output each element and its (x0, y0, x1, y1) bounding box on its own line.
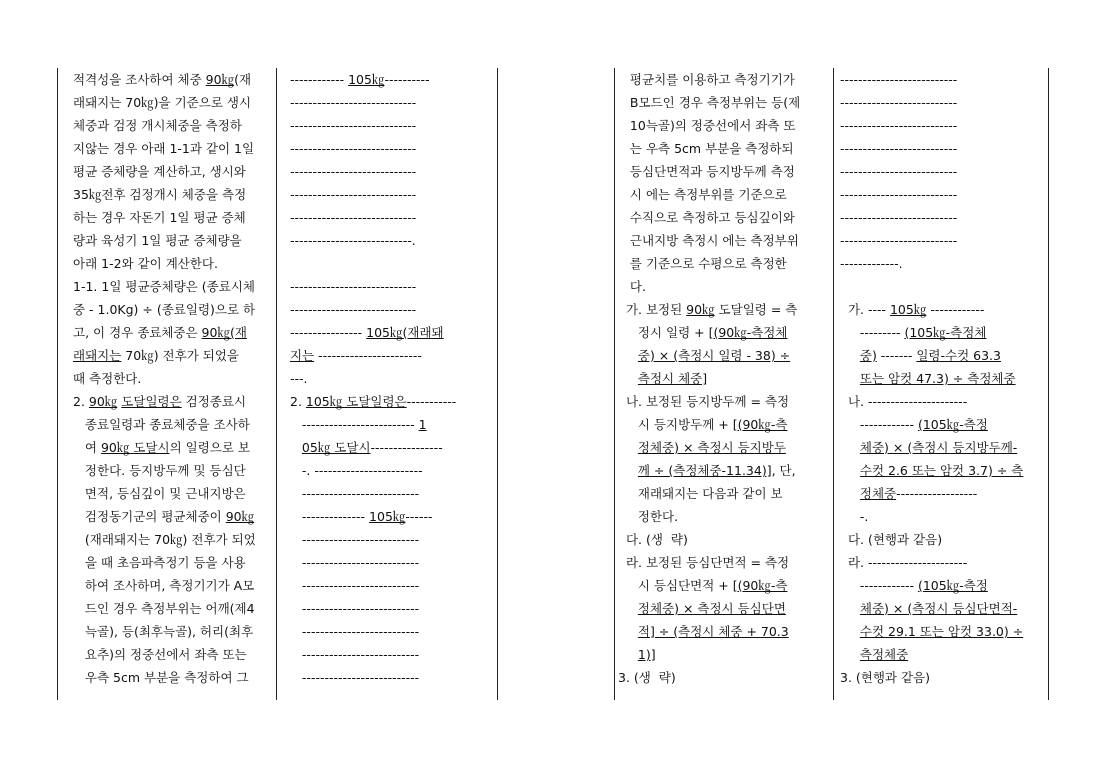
underlined-text: 90㎏ (686, 302, 715, 317)
text-line (73, 367, 141, 390)
text-line (290, 666, 419, 689)
text-line (290, 597, 419, 620)
text-line (840, 321, 986, 344)
underlined-text: 일령-수컷 63.3 (916, 348, 1001, 363)
text-line (618, 459, 796, 482)
text-line (840, 137, 957, 160)
underlined-text: 1 (418, 417, 427, 432)
text-line (73, 344, 239, 367)
text-segment (618, 624, 638, 639)
text-line (618, 160, 795, 183)
text-line (840, 597, 1017, 620)
text-line (73, 413, 250, 436)
text-segment: 중 - 1.0Kg) ÷ (종료일령)으로 하 (73, 302, 256, 317)
text-segment: 10늑골)의 정중선에서 좌측 또 (618, 118, 796, 133)
text-segment (840, 624, 860, 639)
text-segment: 여 (73, 440, 101, 455)
text-line (618, 183, 787, 206)
text-segment: 3. (현행과 같음) (840, 670, 931, 685)
text-segment: ------ (405, 509, 433, 524)
text-segment (618, 371, 638, 386)
text-segment: -------------------------- (290, 624, 420, 639)
text-segment: 를 기준으로 수평으로 측정한 (618, 256, 787, 271)
text-line (618, 137, 794, 160)
text-segment: -------------------------- (840, 164, 958, 179)
text-segment: 지않는 경우 아래 1-1과 같이 1일 (73, 141, 255, 156)
right-table-left-border (614, 68, 615, 700)
text-line (840, 344, 1001, 367)
text-segment: -------------------------- (290, 670, 420, 685)
underlined-text: 90㎏ (205, 72, 235, 87)
text-line (290, 413, 427, 436)
text-line (840, 620, 1023, 643)
text-line (618, 528, 688, 551)
text-segment: 가. 보정된 (618, 302, 687, 317)
text-segment: 시 에는 측정부위를 기준으로 (618, 187, 787, 202)
text-line (618, 620, 789, 643)
text-line (73, 482, 246, 505)
text-segment: ---------------------------- (290, 95, 417, 110)
text-line (618, 298, 797, 321)
text-line (618, 390, 789, 413)
text-segment (840, 348, 860, 363)
text-line (840, 206, 957, 229)
underlined-text: 수컷 2.6 또는 암컷 3.7) ÷ 측 (859, 463, 1024, 478)
text-line (618, 643, 656, 666)
text-segment: ------------ (840, 417, 918, 432)
text-line (618, 505, 678, 528)
text-segment: 라. 보정된 등심단면적 = 측정 (618, 555, 790, 570)
text-segment (840, 601, 860, 616)
text-segment: 재래돼지는 다음과 같이 보 (618, 486, 783, 501)
text-segment: 수직으로 측정하고 등심깊이와 (618, 210, 795, 225)
text-segment (290, 440, 302, 455)
text-segment (618, 463, 638, 478)
text-segment: ------- (876, 348, 917, 363)
text-segment: -------------------------- (290, 555, 420, 570)
text-line (840, 229, 957, 252)
text-line (618, 436, 786, 459)
text-segment: 적격성을 조사하여 체중 (73, 72, 206, 87)
text-segment: -------------. (840, 256, 903, 271)
text-segment: 때 측정한다. (73, 371, 142, 386)
text-segment: 라. ---------------------- (840, 555, 968, 570)
text-segment: 체중과 검정 개시체중을 측정하 (73, 118, 242, 133)
text-segment: 는 우측 5cm 부분을 측정하되 (618, 141, 794, 156)
text-line (290, 367, 308, 390)
underlined-text: 정체중) × 측정시 등심단면 (637, 601, 786, 616)
text-segment: -------------------------- (290, 532, 420, 547)
text-line (618, 597, 786, 620)
text-segment: 종료일령과 종료체중을 조사하 (73, 417, 250, 432)
text-segment: 면적, 등심깊이 및 근내지방은 (73, 486, 246, 501)
text-line (840, 482, 977, 505)
text-line (290, 436, 443, 459)
text-segment: ------------ (926, 302, 985, 317)
text-segment: ---------------------------- (290, 141, 417, 156)
underlined-text: 수컷 29.1 또는 암컷 33.0) ÷ (859, 624, 1024, 639)
underlined-text: 1)] (637, 647, 656, 662)
text-segment (840, 371, 860, 386)
text-line (73, 459, 246, 482)
text-line (73, 91, 251, 114)
text-line (840, 413, 988, 436)
right-column-divider (833, 68, 834, 700)
text-line (73, 160, 246, 183)
underlined-text: 정체중 (859, 486, 897, 501)
text-line (618, 68, 795, 91)
underlined-text: 정체중) × 측정시 등지방두 (637, 440, 786, 455)
text-line (73, 528, 256, 551)
underlined-text: [(90㎏-측 (732, 578, 788, 593)
text-line (290, 114, 416, 137)
text-line (290, 551, 419, 574)
text-segment (618, 601, 638, 616)
text-segment: 등심단면적과 등지방두께 측정 (618, 164, 795, 179)
text-segment: 정한다. 등지방두께 및 등심단 (73, 463, 246, 478)
text-segment: ---------------------------. (290, 233, 416, 248)
text-line (73, 137, 254, 160)
underlined-text: 105㎏(재래돼 (366, 325, 444, 340)
underlined-text: [(90㎏-측정체 (708, 325, 788, 340)
text-segment: ---. (290, 371, 308, 386)
text-segment: -------------------------- (290, 601, 420, 616)
text-line (840, 160, 957, 183)
text-line (840, 91, 957, 114)
text-segment: 량과 육성기 1일 평균 증체량을 (73, 233, 242, 248)
text-segment: -------------------------- (290, 486, 420, 501)
text-segment: 시 등심단면적 + (618, 578, 733, 593)
underlined-text: (105㎏-측정체 (904, 325, 987, 340)
underlined-text: 90㎏ (225, 509, 255, 524)
text-line (618, 367, 707, 390)
text-line (73, 183, 246, 206)
text-segment: ---------------------------- (290, 187, 417, 202)
underlined-text: 105㎏ (348, 72, 385, 87)
text-segment: ----------------------- (314, 348, 422, 363)
text-segment: 근내지방 측정시 에는 측정부위 (618, 233, 799, 248)
text-line (290, 643, 419, 666)
text-segment: 검정종료시 (181, 394, 247, 409)
text-segment: (재 (234, 72, 252, 87)
text-segment: ---------------------------- (290, 279, 417, 294)
text-line (290, 91, 416, 114)
text-segment: 다. (현행과 같음) (840, 532, 943, 547)
underlined-text: 90㎏ 도달시 (100, 440, 170, 455)
underlined-text: 05㎏ 도달시 (301, 440, 371, 455)
text-line (73, 229, 242, 252)
text-segment (840, 463, 860, 478)
text-segment: -------------- (290, 509, 370, 524)
underlined-text: 90㎏(재 (201, 325, 247, 340)
text-line (290, 390, 456, 413)
text-segment: ------------ (290, 72, 349, 87)
text-segment (618, 348, 638, 363)
text-segment (618, 647, 638, 662)
text-segment: 1-1. 1일 평균증체량은 (종료시체 (73, 279, 255, 294)
underlined-text: 지는 (290, 348, 315, 363)
text-segment: 70㎏) 전후가 되었을 (121, 348, 239, 363)
text-line (618, 344, 790, 367)
text-line (73, 597, 255, 620)
text-line (618, 206, 795, 229)
text-segment: ---------------------------- (290, 302, 417, 317)
text-segment: 2. (73, 394, 89, 409)
text-segment: B모드인 경우 측정부위는 등(제 (618, 95, 801, 110)
text-line (290, 344, 422, 367)
text-line (290, 275, 416, 298)
text-line (73, 298, 255, 321)
text-line (840, 643, 908, 666)
text-line (73, 620, 253, 643)
text-segment: ---------------------------- (290, 210, 417, 225)
text-line (618, 252, 787, 275)
text-line (73, 275, 255, 298)
text-segment: -------------------------- (840, 210, 958, 225)
text-line (290, 528, 419, 551)
text-segment: (재래돼지는 70㎏) 전후가 되었 (73, 532, 256, 547)
text-segment: 3. (생 략) (618, 670, 676, 685)
text-segment: 다. (생 략) (618, 532, 688, 547)
text-line (73, 551, 246, 574)
underlined-text: 90㎏ (88, 394, 118, 409)
text-line (840, 114, 957, 137)
text-segment: 드인 경우 측정부위는 어깨(제4 (73, 601, 255, 616)
underlined-text: 105㎏ (369, 509, 406, 524)
underlined-text: [(90㎏-측 (732, 417, 788, 432)
text-segment: 도달일령 = 측 (714, 302, 798, 317)
text-line (840, 666, 930, 689)
text-segment: 을 때 초음파측정기 등을 사용 (73, 555, 246, 570)
text-line (73, 206, 246, 229)
text-segment: 하는 경우 자돈기 1일 평균 증체 (73, 210, 246, 225)
text-line (290, 505, 432, 528)
left-column-divider (276, 68, 277, 700)
text-segment: ------------------ (896, 486, 978, 501)
text-line (840, 390, 967, 413)
text-segment: 시 등지방두께 + (618, 417, 733, 432)
text-line (840, 528, 942, 551)
underlined-text: 래돼지는 (73, 348, 122, 363)
text-line (618, 574, 787, 597)
text-line (618, 666, 676, 689)
text-segment: ---------------- (290, 325, 367, 340)
text-segment: -------------------------- (840, 141, 958, 156)
text-segment: ------------------------- (290, 417, 419, 432)
text-segment: -------------------------- (840, 233, 958, 248)
text-line (618, 91, 800, 114)
text-segment: 늑골), 등(최후늑골), 허리(최후 (73, 624, 254, 639)
underlined-text: 체중) × (측정시 등심단면적- (859, 601, 1018, 616)
text-segment: ---------------------------- (290, 118, 417, 133)
text-segment: 래돼지는 70㎏)을 기준으로 생시 (73, 95, 252, 110)
text-segment: ----------- (406, 394, 457, 409)
text-segment: 정한다. (618, 509, 679, 524)
text-segment: 검정동기군의 평균체중이 (73, 509, 226, 524)
text-line (840, 183, 957, 206)
text-line (73, 505, 254, 528)
text-segment: ---------------------------- (290, 164, 417, 179)
text-line (840, 459, 1023, 482)
left-border (57, 68, 58, 700)
text-segment: ---------- (384, 72, 430, 87)
text-line (290, 137, 416, 160)
underlined-text: 께 ÷ (측정체중-11.34)] (637, 463, 772, 478)
text-line (290, 229, 416, 252)
text-line (73, 574, 254, 597)
text-segment: 평균치를 이용하고 측정기기가 (618, 72, 795, 87)
underlined-text: 측정시 체중] (637, 371, 708, 386)
text-segment: -------------------------- (840, 95, 958, 110)
text-segment: -------------------------- (290, 578, 420, 593)
text-segment: 가. ---- (840, 302, 890, 317)
text-line (73, 68, 251, 91)
underlined-text: (105㎏-측정 (917, 578, 988, 593)
text-line (618, 229, 799, 252)
text-segment (840, 440, 860, 455)
underlined-text: 또는 암컷 47.3) ÷ 측정체중 (859, 371, 1016, 386)
text-segment: ------------ (840, 578, 918, 593)
text-line (73, 252, 218, 275)
text-line (618, 275, 646, 298)
text-segment: 요추)의 정중선에서 좌측 또는 (73, 647, 247, 662)
text-segment: 우측 5cm 부분을 측정하여 그 (73, 670, 249, 685)
text-line (290, 298, 416, 321)
text-line (290, 206, 416, 229)
text-line (290, 620, 419, 643)
text-line (618, 413, 787, 436)
left-table-right-border (497, 68, 498, 700)
text-line (290, 321, 444, 344)
text-segment (618, 440, 638, 455)
text-line (840, 298, 984, 321)
underlined-text: 105㎏ 도달일령은 (305, 394, 407, 409)
text-line (290, 482, 419, 505)
text-segment: 35㎏전후 검정개시 체중을 측정 (73, 187, 247, 202)
text-line (290, 160, 416, 183)
text-line (290, 68, 430, 91)
text-segment: -------------------------- (840, 187, 958, 202)
text-segment: 다. (618, 279, 646, 294)
text-line (73, 643, 247, 666)
text-segment (840, 486, 860, 501)
text-segment: 고, 이 경우 종료체중은 (73, 325, 202, 340)
text-line (73, 436, 250, 459)
underlined-text: 중) × (측정시 일령 - 38) ÷ (637, 348, 791, 363)
underlined-text: 105㎏ (889, 302, 927, 317)
right-border (1048, 68, 1049, 700)
text-segment: -------------------------- (840, 72, 958, 87)
text-line (290, 574, 419, 597)
text-segment: ---------------- (370, 440, 443, 455)
text-line (618, 114, 795, 137)
text-segment: 평균 증체량을 계산하고, 생시와 (73, 164, 246, 179)
text-segment: -------------------------- (290, 647, 420, 662)
text-segment: -. (840, 509, 869, 524)
underlined-text: 중) (859, 348, 877, 363)
text-segment: 2. (290, 394, 306, 409)
text-segment: 아래 1-2와 같이 계산한다. (73, 256, 218, 271)
underlined-text: 적] ÷ (측정시 체중 + 70.3 (637, 624, 789, 639)
text-segment: , 단, (771, 463, 796, 478)
text-line (840, 551, 967, 574)
text-segment (840, 647, 860, 662)
text-line (840, 68, 957, 91)
text-segment: 나. ---------------------- (840, 394, 968, 409)
text-line (73, 114, 242, 137)
text-line (290, 459, 423, 482)
text-segment: 의 일령으로 보 (169, 440, 250, 455)
underlined-text: 체중) × (측정시 등지방두께- (859, 440, 1018, 455)
text-segment: 하여 조사하며, 측정기기가 A모 (73, 578, 255, 593)
underlined-text: 측정체중 (859, 647, 909, 662)
underlined-text: (105㎏-측정 (917, 417, 988, 432)
text-segment: --------- (840, 325, 905, 340)
text-segment: -. ------------------------ (290, 463, 423, 478)
text-line (290, 183, 416, 206)
text-segment: -------------------------- (840, 118, 958, 133)
text-line (840, 367, 1016, 390)
underlined-text: 도달일령은 (121, 394, 182, 409)
text-line (73, 666, 249, 689)
text-line (73, 321, 247, 344)
text-segment: 정시 일령 + (618, 325, 709, 340)
text-line (840, 574, 988, 597)
text-line (840, 505, 868, 528)
text-segment: 나. 보정된 등지방두께 = 측정 (618, 394, 790, 409)
text-line (840, 252, 903, 275)
text-line (73, 390, 246, 413)
text-line (840, 436, 1017, 459)
text-line (618, 321, 787, 344)
text-line (618, 551, 789, 574)
text-line (618, 482, 783, 505)
